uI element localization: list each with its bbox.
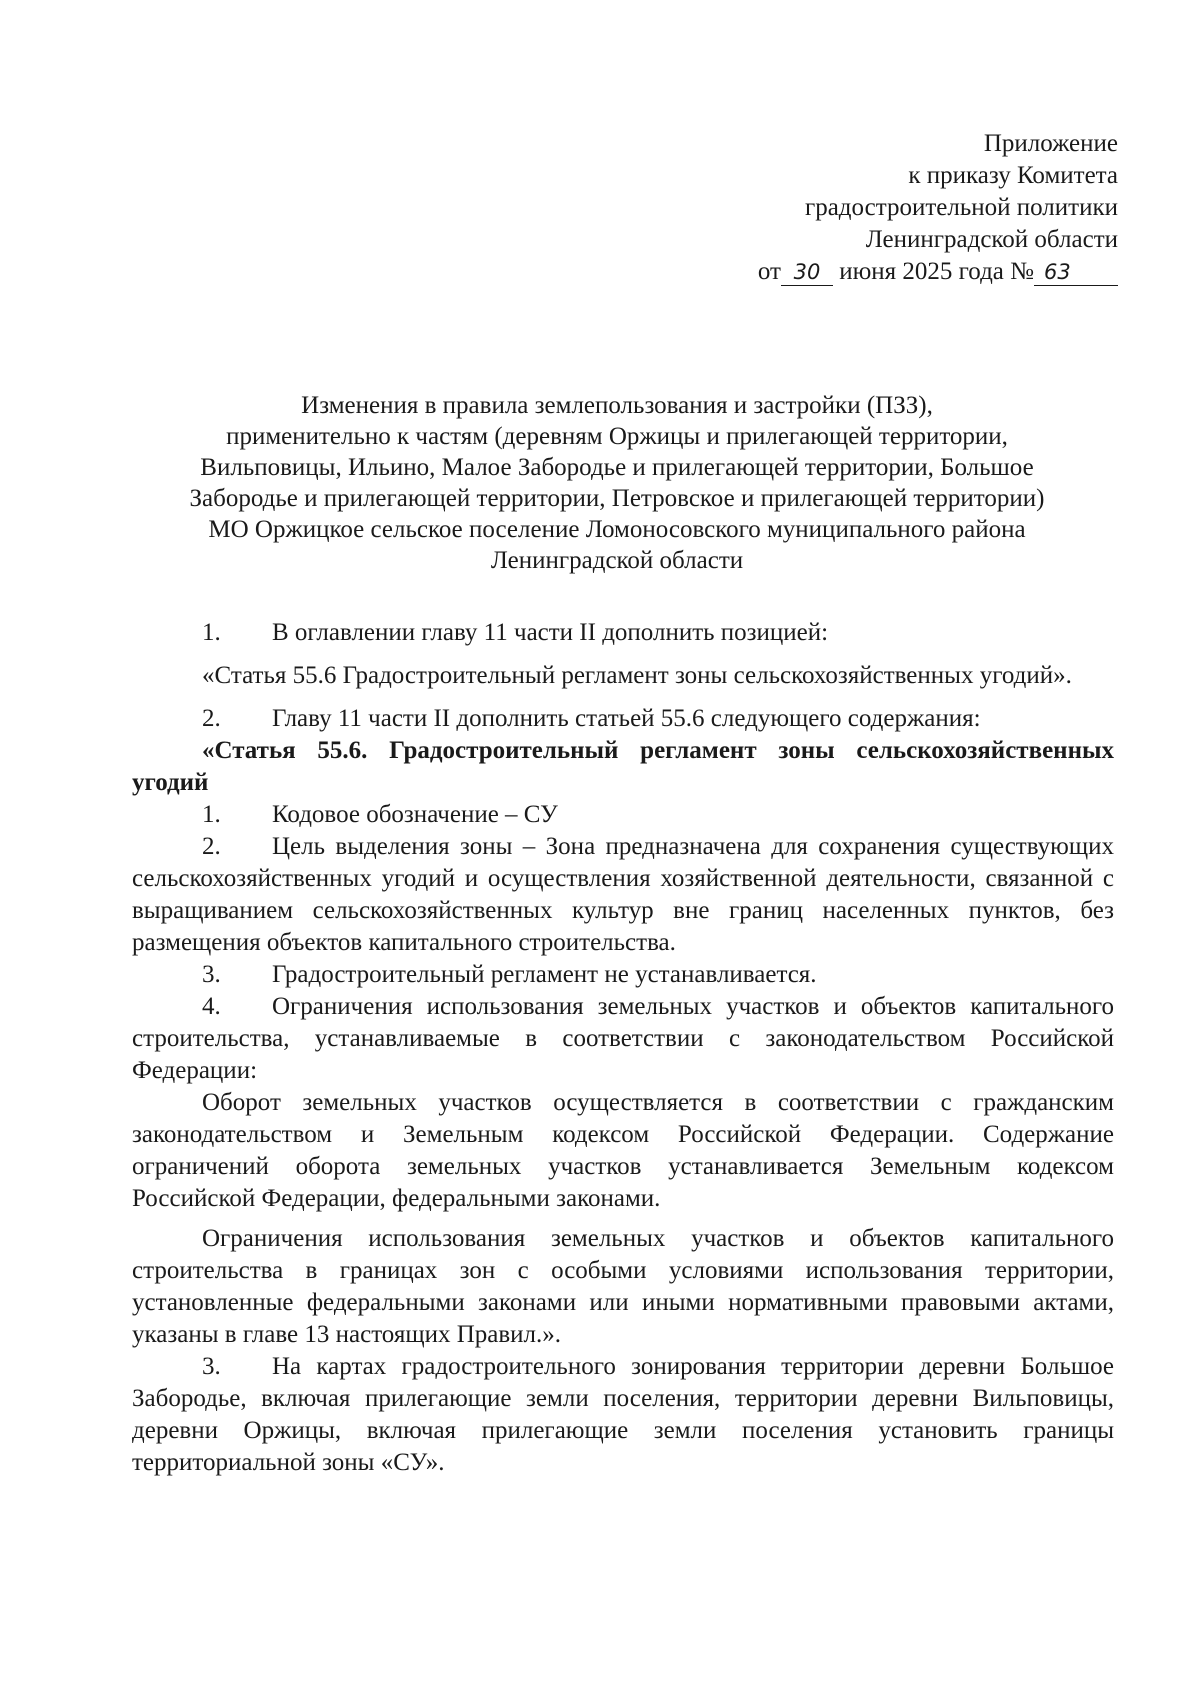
- subitem-4-number: 4.: [202, 993, 221, 1020]
- subitem-3: [132, 959, 1114, 991]
- paragraph-restrictions: Ограничения использования земельных участков и объектов капитального строительства в границах зон с особыми условиями использования территории, установленные федеральными законами или иными нормативными правовыми актами, указаны в главе 13 настоящих Правил.».: [132, 1225, 1114, 1348]
- approval-date-line: [758, 256, 1118, 288]
- item-2-number: 2.: [202, 705, 221, 732]
- subitem-1: [132, 799, 1114, 831]
- approval-block: [758, 128, 1118, 288]
- approval-line-3: градостроительной политики: [804, 194, 1118, 221]
- date-prefix: от: [757, 258, 781, 285]
- article-heading: «Статья 55.6. Градостроительный регламент зоны сельскохозяйственных угодий: [132, 737, 1114, 796]
- item-3: [132, 1351, 1114, 1479]
- item-1: [132, 617, 1114, 649]
- item-2: [132, 703, 1114, 735]
- handwritten-day: 30: [781, 259, 833, 286]
- subitem-2-text: Цель выделения зоны – Зона предназначена для сохранения существующих сельскохозяйственных угодий и осуществления хозяйственной деятельности, связанной с выращиванием сельскохозяйственных культур вне границ населенных пунктов, без размещения объектов капитального строительства.: [132, 833, 1114, 956]
- subitem-1-text: Кодовое обозначение – СУ: [272, 801, 558, 828]
- item-1-number: 1.: [202, 619, 221, 646]
- title-line-3: Вильповицы, Ильино, Малое Забородье и прилегающей территории, Большое: [200, 454, 1034, 481]
- title-line-4: Забородье и прилегающей территории, Петровское и прилегающей территории): [189, 485, 1045, 512]
- approval-line-4: Ленинградской области: [865, 226, 1118, 253]
- subitem-3-number: 3.: [202, 961, 221, 988]
- approval-line-2: к приказу Комитета: [908, 162, 1118, 189]
- title-line-2: применительно к частям (деревням Оржицы и прилегающей территории,: [226, 423, 1008, 450]
- item-2-text: Главу 11 части II дополнить статьей 55.6 следующего содержания:: [272, 705, 981, 732]
- item-3-number: 3.: [202, 1353, 221, 1380]
- subitem-2-number: 2.: [202, 833, 221, 860]
- subitem-4: [132, 991, 1114, 1087]
- subitem-2: [132, 831, 1114, 959]
- item-1-text: В оглавлении главу 11 части II дополнить позицией:: [272, 619, 829, 646]
- document-body: [132, 617, 1114, 1479]
- subitem-3-text: Градостроительный регламент не устанавливается.: [272, 961, 817, 988]
- handwritten-order-number: 63: [1034, 259, 1118, 286]
- item-3-text: На картах градостроительного зонирования территории деревни Большое Забородье, включая прилегающие земли поселения, территории деревни Вильповицы, деревни Оржицы, включая прилегающие земли поселения установить границы территориальной зоны «СУ».: [132, 1353, 1114, 1476]
- document-title: [120, 390, 1114, 576]
- subitem-1-number: 1.: [202, 801, 221, 828]
- title-line-6: Ленинградской области: [490, 547, 744, 574]
- subitem-4-text: Ограничения использования земельных участков и объектов капитального строительства, устанавливаемые в соответствии с законодательством Российской Федерации:: [132, 993, 1114, 1084]
- date-middle: июня 2025 года №: [839, 258, 1034, 285]
- paragraph-turnover: Оборот земельных участков осуществляется в соответствии с гражданским законодательством и Земельным кодексом Российской Федерации. Содержание ограничений оборота земельных участков устанавливается Земельным кодексом Российской Федерации, федеральными законами.: [132, 1089, 1114, 1212]
- title-line-5: МО Оржицкое сельское поселение Ломоносовского муниципального района: [208, 516, 1026, 543]
- approval-line-1: Приложение: [983, 130, 1118, 157]
- item-1-quote: «Статья 55.6 Градостроительный регламент зоны сельскохозяйственных угодий».: [202, 662, 1072, 689]
- title-line-1: Изменения в правила землепользования и застройки (ПЗЗ),: [301, 392, 933, 419]
